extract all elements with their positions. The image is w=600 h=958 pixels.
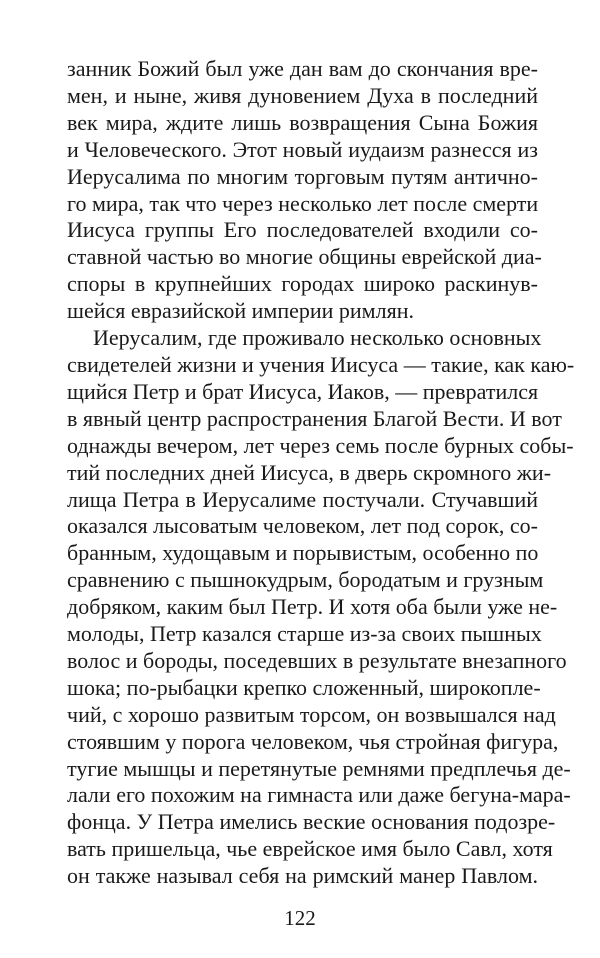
text-line: сравнению с пышнокудрым, бородатым и грузным [67,567,544,593]
page-body [67,56,575,890]
text-line: тугие мышцы и перетянутые ремнями предплечья де- [67,755,571,781]
text-line: ставной частью во многие общины еврейской диа- [67,244,542,270]
text-line: волос и бороды, поседевших в результате внезапного [67,647,567,673]
text-line: Иисуса группы Его последователей входили со- [67,217,538,243]
text-line: вать пришельца, чье еврейское имя было Савл, хотя [67,836,553,862]
text-line: Иерусалим, где проживало несколько основных [93,325,542,351]
text-line: век мира, ждите лишь возвращения Сына Божия [67,109,538,135]
text-line: однажды вечером, лет через семь после бурных собы- [67,432,574,458]
text-line: лали его похожим на гимнаста или даже бегуна-мара- [67,782,571,808]
text-line: щийся Петр и брат Иисуса, Иаков, — превратился [67,378,539,404]
text-line: стоявшим у порога человеком, чья стройная фигура, [67,728,559,754]
text-line: в явный центр распространения Благой Вести. И вот [67,405,562,431]
text-line: мен, и ныне, живя дуновением Духа в последний [67,82,538,108]
text-line: го мира, так что через несколько лет после смерти [67,190,539,216]
page-number: 122 [284,906,316,930]
text-line: фонца. У Петра имелись веские основания подозре- [67,809,556,835]
paragraph-1 [67,56,542,325]
text-line: чий, с хорошо развитым торсом, он возвышался над [67,701,556,727]
text-line: споры в крупнейших городах широко раскинув- [67,271,538,297]
text-line: и Человеческого. Этот новый иудаизм разнесся из [67,136,538,162]
text-line: Иерусалима по многим торговым путям антично- [67,163,538,189]
text-line: шока; по-рыбацки крепко сложенный, широкопле- [67,674,541,700]
text-line: свидетелей жизни и учения Иисуса — такие, как каю- [67,351,575,377]
paragraph-2 [67,325,575,890]
text-line: оказался лысоватым человеком, лет под сорок, со- [67,513,538,539]
text-line: лища Петра в Иерусалиме постучали. Стучавший [67,486,538,512]
text-line: добряком, каким был Петр. И хотя оба были уже не- [67,594,558,620]
text-line: бранным, худощавым и порывистым, особенно по [67,540,539,566]
text-line: он также называл себя на римский манер Павлом. [67,863,538,889]
text-line: шейся евразийской империи римлян. [67,298,414,324]
text-line: занник Божий был уже дан вам до скончания вре- [67,56,538,81]
text-line: молоды, Петр казался старше из-за своих пышных [67,621,542,647]
text-line: тий последних дней Иисуса, в дверь скромного жи- [67,459,552,485]
